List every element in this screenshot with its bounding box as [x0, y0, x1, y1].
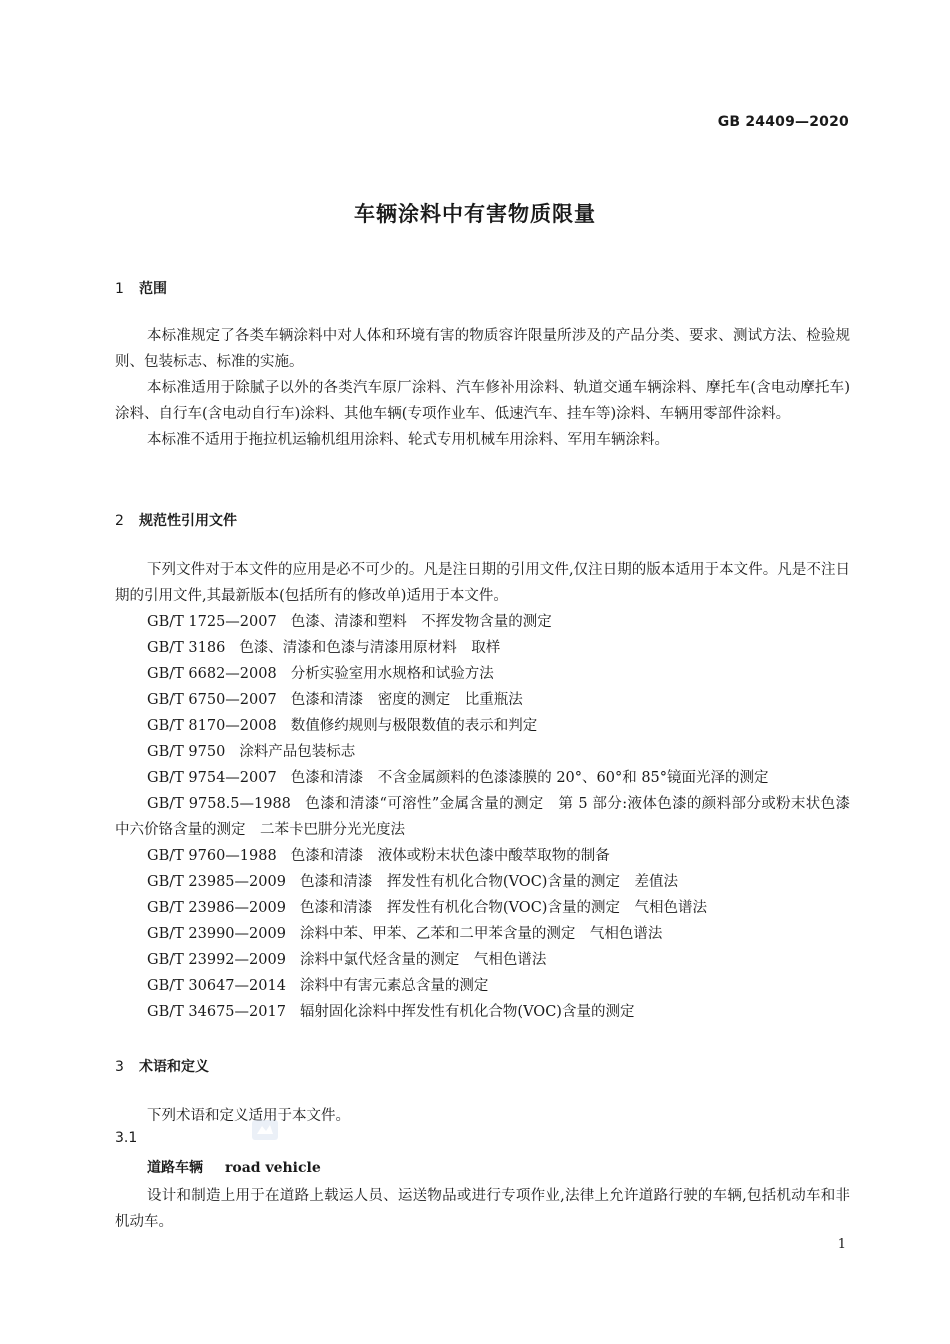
reference-code: GB/T 34675—2017	[147, 1004, 286, 1020]
reference-title: 色漆和清漆 不含金属颜料的色漆漆膜的 20°、60°和 85°镜面光泽的测定	[290, 770, 769, 786]
reference-title: 辐射固化涂料中挥发性有机化合物(VOC)含量的测定	[299, 1004, 635, 1020]
term-definition: 设计和制造上用于在道路上载运人员、运送物品或进行专项作业,法律上允许道路行驶的车辆,包括机动车和非机动车。	[115, 1188, 850, 1230]
reference-title: 色漆和清漆 挥发性有机化合物(VOC)含量的测定 气相色谱法	[299, 900, 707, 916]
terms-intro: 下列术语和定义适用于本文件。	[147, 1108, 350, 1124]
section-1-body	[115, 323, 850, 453]
reference-title: 涂料中氯代烃含量的测定 气相色谱法	[299, 952, 547, 968]
term-english: road vehicle	[225, 1160, 321, 1176]
section-3-number: 3	[115, 1059, 124, 1075]
reference-item	[115, 609, 850, 635]
reference-item	[115, 687, 850, 713]
section-2-intro	[115, 557, 850, 609]
reference-code: GB/T 9750	[147, 744, 226, 760]
reference-title: 色漆、清漆和塑料 不挥发物含量的测定	[290, 614, 552, 630]
reference-title: 涂料中苯、甲苯、乙苯和二甲苯含量的测定 气相色谱法	[299, 926, 663, 942]
reference-code: GB/T 9758.5—1988	[147, 796, 291, 812]
reference-item	[115, 999, 850, 1025]
section-1-heading	[115, 278, 167, 298]
reference-title: 数值修约规则与极限数值的表示和判定	[290, 718, 538, 734]
reference-item	[115, 791, 850, 843]
term-entry	[147, 1157, 321, 1177]
normative-intro: 下列文件对于本文件的应用是必不可少的。凡是注日期的引用文件,仅注日期的版本适用于本文件。凡是不注日期的引用文件,其最新版本(包括所有的修改单)适用于本文件。	[115, 562, 850, 604]
reference-title: 色漆和清漆“可溶性”金属含量的测定 第 5 部分:液体色漆的颜料部分或粉末状色漆中六价铬含量的测定 二苯卡巴肼分光光度法	[115, 796, 850, 838]
reference-code: GB/T 9754—2007	[147, 770, 277, 786]
reference-item	[115, 921, 850, 947]
scope-paragraph: 本标准规定了各类车辆涂料中对人体和环境有害的物质容许限量所涉及的产品分类、要求、测试方法、检验规则、包装标志、标准的实施。	[115, 328, 850, 370]
reference-code: GB/T 9760—1988	[147, 848, 277, 864]
reference-item	[115, 739, 850, 765]
reference-code: GB/T 1725—2007	[147, 614, 277, 630]
term-chinese: 道路车辆	[147, 1160, 203, 1176]
section-3-intro	[115, 1103, 850, 1129]
reference-code: GB/T 23986—2009	[147, 900, 286, 916]
standard-code: GB 24409—2020	[717, 114, 849, 130]
reference-code: GB/T 3186	[147, 640, 226, 656]
reference-item	[115, 661, 850, 687]
reference-title: 色漆和清漆 挥发性有机化合物(VOC)含量的测定 差值法	[299, 874, 678, 890]
reference-code: GB/T 6750—2007	[147, 692, 277, 708]
reference-item	[115, 713, 850, 739]
scope-paragraph: 本标准适用于除腻子以外的各类汽车原厂涂料、汽车修补用涂料、轨道交通车辆涂料、摩托车(含电动摩托车)涂料、自行车(含电动自行车)涂料、其他车辆(专项作业车、低速汽车、挂车等)涂料、车辆用零部件涂料。	[115, 380, 850, 422]
clause-number: 3.1	[115, 1130, 138, 1146]
reference-title: 色漆和清漆 液体或粉末状色漆中酸萃取物的制备	[290, 848, 610, 864]
reference-item	[115, 947, 850, 973]
reference-code: GB/T 8170—2008	[147, 718, 277, 734]
reference-code: GB/T 23985—2009	[147, 874, 286, 890]
reference-list	[115, 609, 850, 1025]
scope-paragraph: 本标准不适用于拖拉机运输机组用涂料、轮式专用机械车用涂料、军用车辆涂料。	[147, 432, 669, 448]
section-3-title: 术语和定义	[139, 1059, 209, 1075]
reference-item	[115, 895, 850, 921]
section-2-title: 规范性引用文件	[139, 513, 237, 529]
section-3-heading	[115, 1056, 209, 1076]
reference-title: 色漆和清漆 密度的测定 比重瓶法	[290, 692, 523, 708]
reference-item	[115, 635, 850, 661]
reference-code: GB/T 6682—2008	[147, 666, 277, 682]
reference-title: 色漆、清漆和色漆与清漆用原材料 取样	[239, 640, 501, 656]
reference-code: GB/T 23990—2009	[147, 926, 286, 942]
reference-title: 分析实验室用水规格和试验方法	[290, 666, 494, 682]
page-number: 1	[837, 1237, 846, 1252]
reference-item	[115, 973, 850, 999]
reference-code: GB/T 30647—2014	[147, 978, 286, 994]
section-1-number: 1	[115, 281, 124, 297]
reference-title: 涂料产品包装标志	[239, 744, 356, 760]
term-definition-block	[115, 1183, 850, 1235]
section-2-number: 2	[115, 513, 124, 529]
reference-item	[115, 765, 850, 791]
document-title: 车辆涂料中有害物质限量	[354, 202, 596, 226]
reference-item	[115, 843, 850, 869]
reference-code: GB/T 23992—2009	[147, 952, 286, 968]
watermark-logo-icon	[252, 1120, 278, 1140]
section-2-heading	[115, 510, 237, 530]
reference-title: 涂料中有害元素总含量的测定	[299, 978, 489, 994]
reference-item	[115, 869, 850, 895]
section-1-title: 范围	[139, 281, 167, 297]
